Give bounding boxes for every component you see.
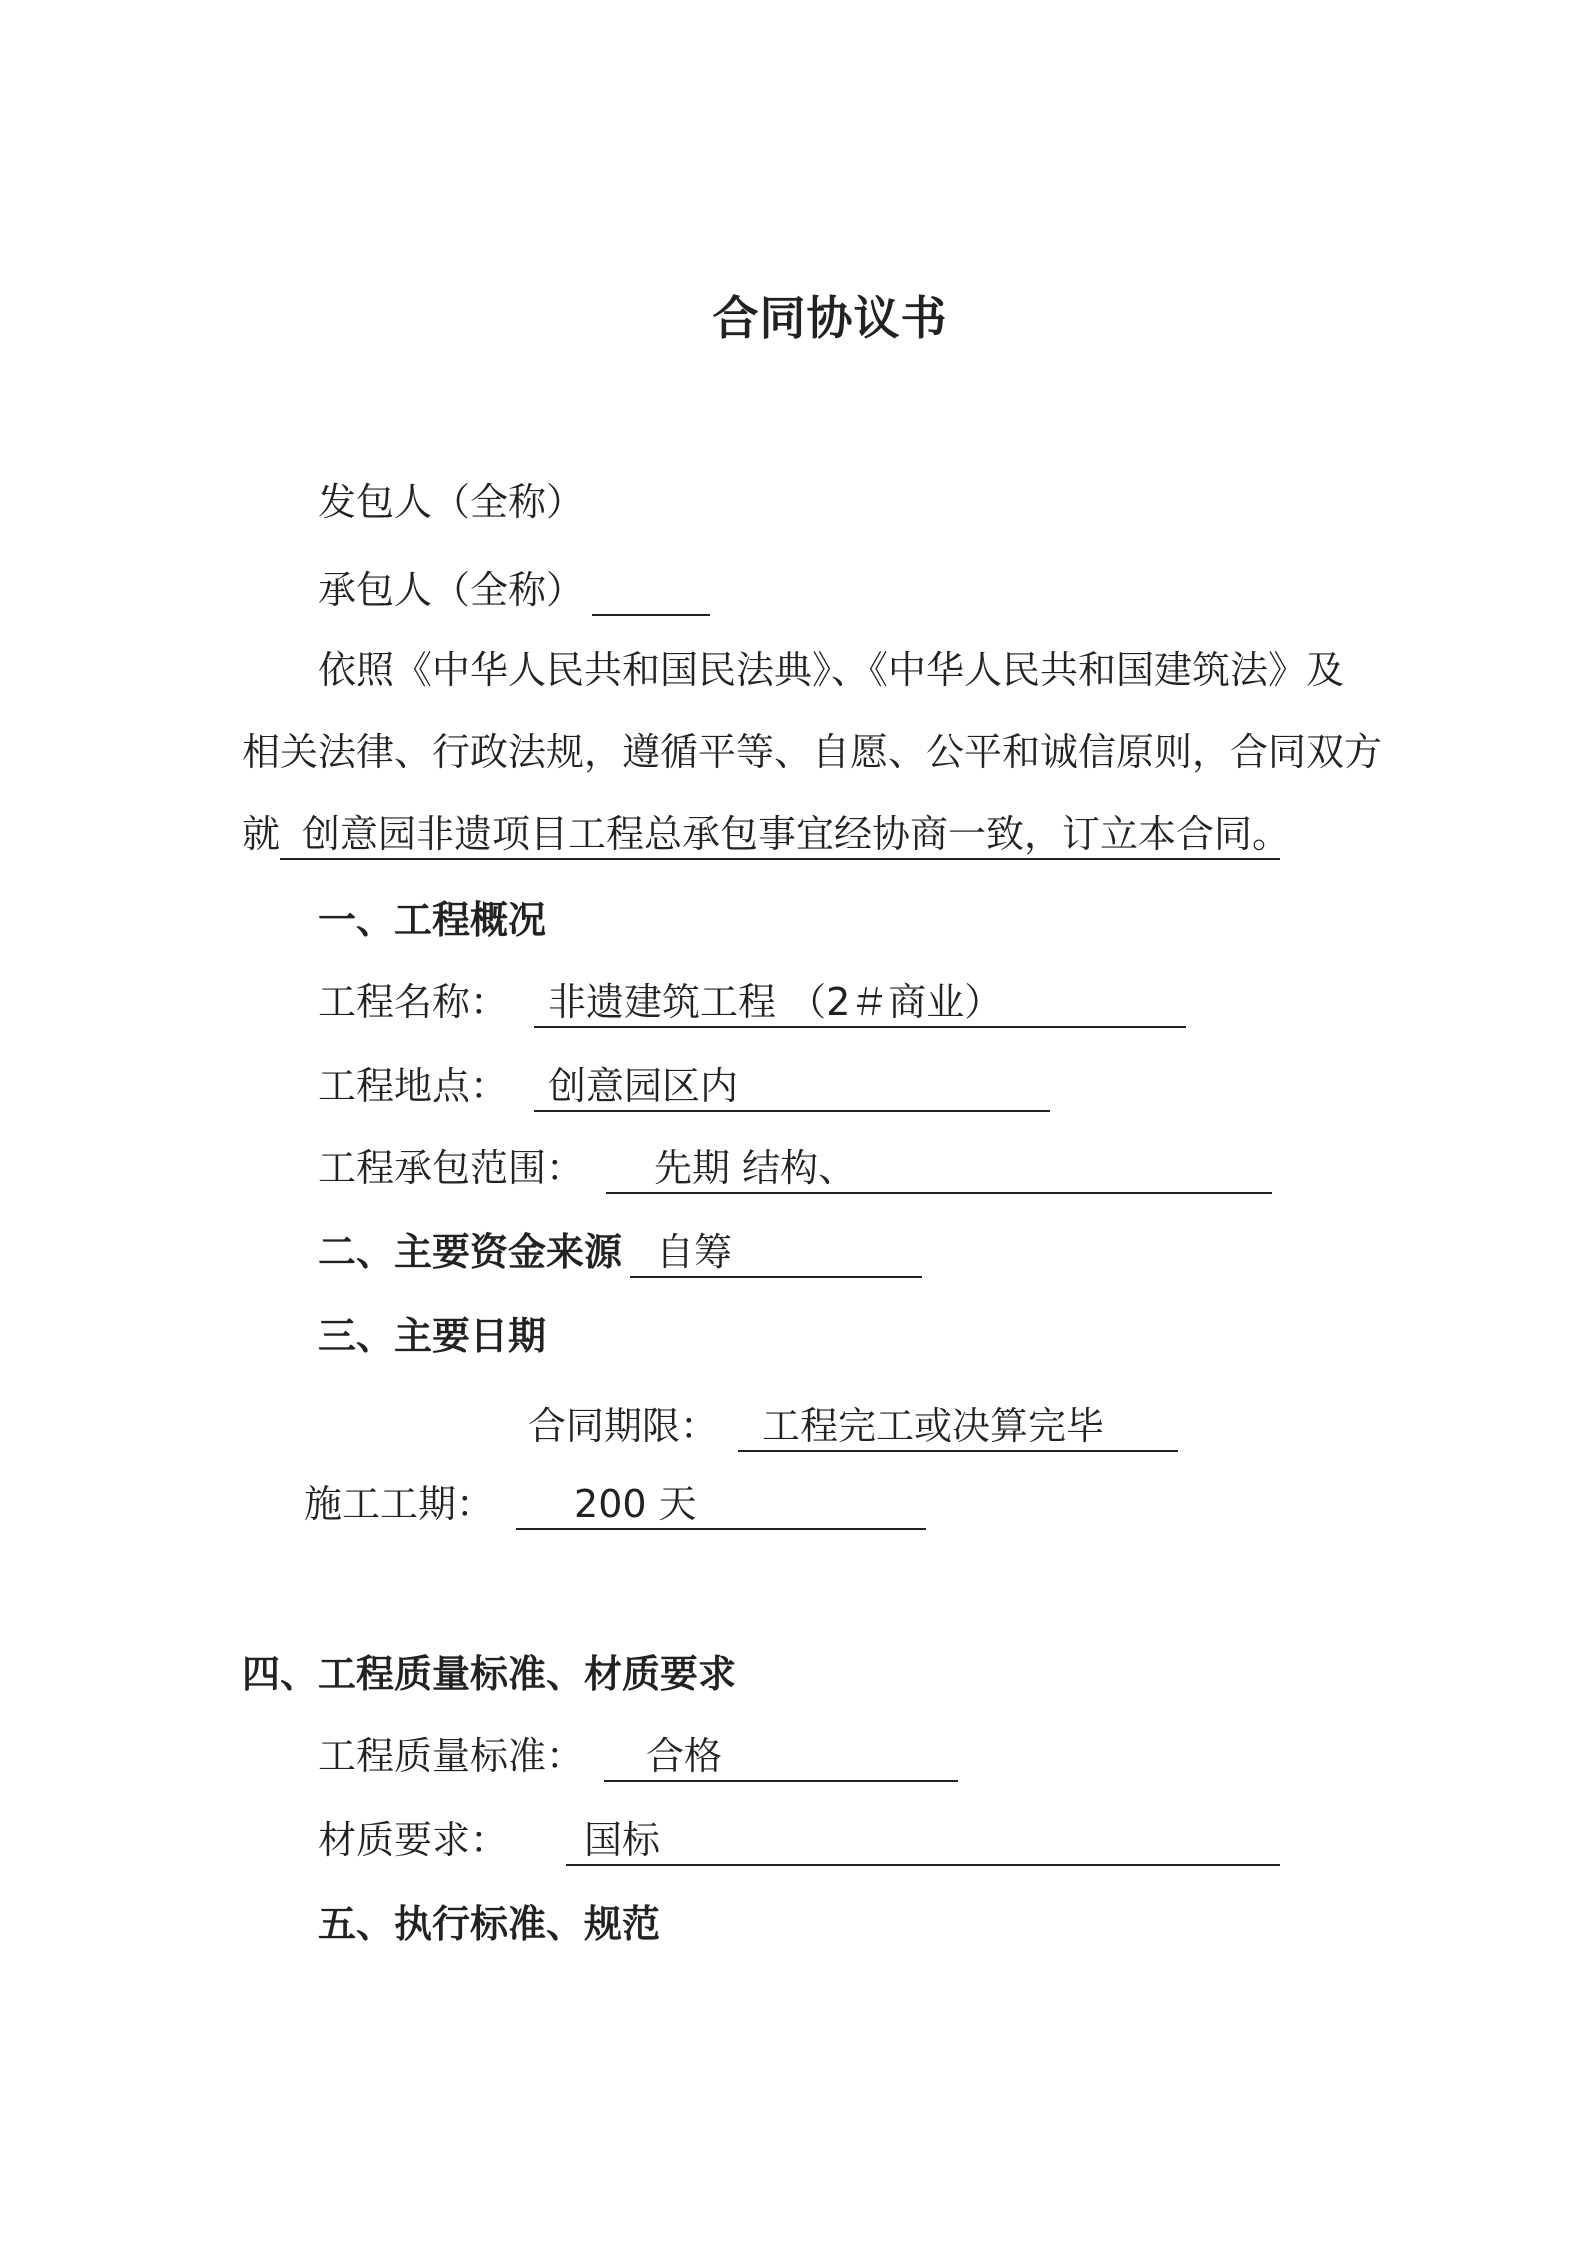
project-name-label: 工程名称：	[318, 980, 509, 1024]
contract-term-row	[528, 1400, 1178, 1452]
funding-row	[318, 1226, 922, 1278]
employer-label: 发包人（全称）	[318, 480, 585, 524]
material-requirement-value: 国标	[566, 1814, 1280, 1866]
section5-heading: 五、执行标准、规范	[318, 1902, 661, 1946]
section3-heading: 三、主要日期	[318, 1314, 547, 1358]
contract-term-value: 工程完工或决算完毕	[738, 1400, 1178, 1452]
project-name-value: 非遗建筑工程 （2＃商业）	[534, 976, 1186, 1028]
section4-heading: 四、工程质量标准、材质要求	[242, 1652, 737, 1696]
preamble-line-3	[242, 808, 1291, 860]
project-location-label: 工程地点：	[318, 1064, 509, 1108]
preamble-line-1: 依照《中华人民共和国民法典》、《中华人民共和国建筑法》及	[318, 648, 1345, 692]
construction-duration-value: 200 天	[516, 1478, 926, 1530]
quality-standard-value: 合格	[604, 1730, 958, 1782]
material-requirement-label: 材质要求：	[318, 1818, 509, 1862]
project-scope-row	[318, 1142, 1272, 1194]
project-location-row	[318, 1060, 1050, 1112]
material-requirement-row	[318, 1814, 1280, 1866]
quality-standard-label: 工程质量标准：	[318, 1734, 585, 1778]
preamble-prefix: 就	[242, 812, 281, 856]
project-location-value: 创意园区内	[534, 1060, 1050, 1112]
contractor-row	[318, 564, 710, 616]
funding-value: 自筹	[630, 1226, 922, 1278]
section2-heading: 二、主要资金来源	[318, 1230, 623, 1274]
project-scope-label: 工程承包范围：	[318, 1146, 585, 1190]
project-name-row	[318, 976, 1186, 1028]
contractor-label: 承包人（全称）	[318, 568, 585, 612]
quality-standard-row	[318, 1730, 958, 1782]
construction-duration-row	[304, 1478, 926, 1530]
document-title: 合同协议书	[712, 291, 948, 345]
construction-duration-label: 施工工期：	[304, 1482, 495, 1526]
project-scope-value: 先期 结构、	[606, 1142, 1272, 1194]
contractor-blank	[592, 564, 710, 616]
preamble-line-2: 相关法律、行政法规，遵循平等、自愿、公平和诚信原则，合同双方	[242, 730, 1383, 774]
contract-term-label: 合同期限：	[528, 1404, 719, 1448]
project-subject-underlined: 创意园非遗项目工程总承包事宜经协商一致，订立本合同。	[280, 808, 1280, 860]
section1-heading: 一、工程概况	[318, 898, 547, 942]
